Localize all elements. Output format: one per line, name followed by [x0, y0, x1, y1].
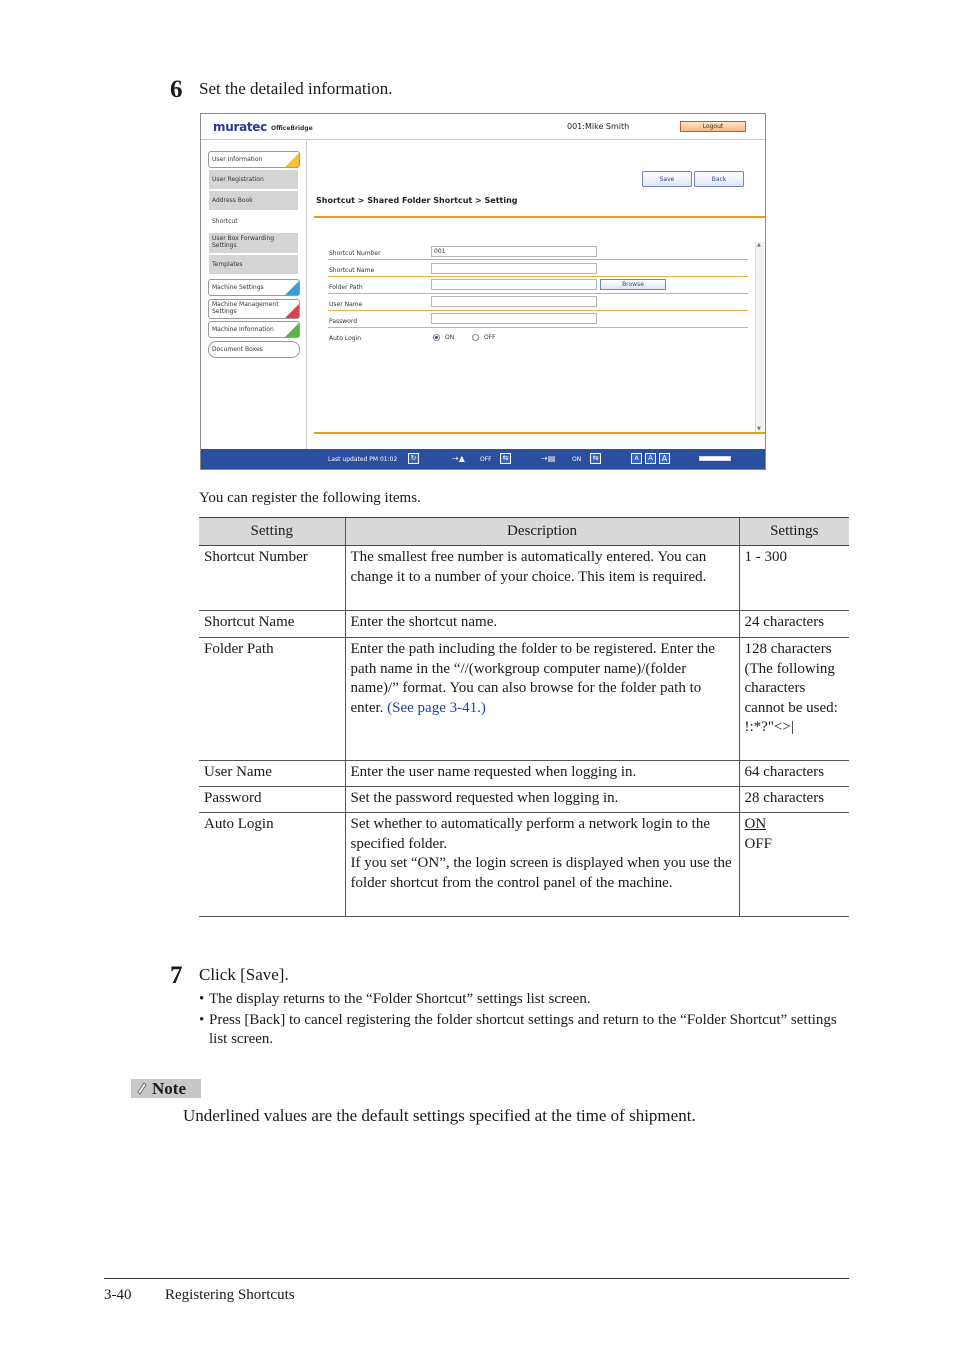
description-line: If you set “ON”, the login screen is displayed when you use the folder shortcut from the control panel of the machine.: [350, 855, 732, 891]
settings-table: [199, 517, 849, 917]
sidebar-item-shortcut[interactable]: [209, 212, 301, 231]
bullet-icon: •: [199, 1011, 205, 1028]
corner-tab-icon: [285, 153, 299, 167]
folder-path-input[interactable]: [431, 279, 597, 290]
form-row-folder-path: [328, 278, 748, 294]
scroll-up-icon[interactable]: ▲: [757, 242, 761, 248]
sidebar-item-label: Address Book: [212, 197, 253, 204]
form-row-auto-login: [328, 329, 748, 345]
last-updated-text: Last updated PM 01:02: [328, 456, 398, 463]
status-off-text: OFF: [480, 456, 492, 463]
list-item: [199, 1011, 839, 1050]
send-status-icon: ⇢▲: [452, 454, 465, 463]
sidebar: [201, 141, 307, 451]
note-text: Underlined values are the default settings specified at the time of shipment.: [183, 1106, 696, 1125]
table-row: [199, 813, 849, 917]
header-divider: [314, 216, 766, 218]
step-instruction: Set the detailed information.: [199, 79, 393, 98]
form-row-user-name: [328, 295, 748, 311]
sidebar-item-label: Machine Management Settings: [212, 301, 279, 315]
bullet-list: [199, 990, 839, 1050]
refresh-icon[interactable]: ↻: [408, 453, 419, 464]
brand-sublogo: OfficeBridge: [271, 125, 313, 132]
setting-cell: User Name: [199, 761, 345, 787]
column-header: Settings: [739, 518, 849, 546]
ui-header: [201, 114, 765, 140]
progress-bar: [699, 456, 731, 461]
settings-cell: 128 characters (The following characters cannot be used: !:*?"<>|: [739, 638, 849, 761]
step-number: 7: [170, 962, 183, 989]
see-page-link[interactable]: (See page 3-41.): [387, 699, 486, 716]
status-bar: [201, 449, 765, 469]
breadcrumb: Shortcut > Shared Folder Shortcut > Setting: [316, 196, 518, 205]
scroll-down-icon[interactable]: ▼: [757, 426, 761, 432]
user-name-input[interactable]: [431, 296, 597, 307]
description-cell: Enter the user name requested when logging in.: [345, 761, 739, 787]
table-row: [199, 611, 849, 638]
field-label: Shortcut Number: [329, 250, 381, 257]
radio-label: ON: [445, 334, 455, 341]
font-size-medium-icon[interactable]: A: [645, 453, 656, 464]
setting-cell: Shortcut Name: [199, 611, 345, 638]
page-number: 3-40: [104, 1287, 132, 1303]
description-line: Set whether to automatically perform a network login to the specified folder.: [350, 816, 710, 852]
list-item: [199, 990, 839, 1010]
field-label: Password: [329, 318, 358, 325]
sidebar-item-label: Document Boxes: [212, 346, 263, 353]
sidebar-item-machine-settings[interactable]: [208, 279, 300, 296]
bullet-text: The display returns to the “Folder Shortcut” settings list screen.: [209, 991, 591, 1007]
user-id-label: 001:Mike Smith: [567, 122, 630, 131]
footer-rule: [104, 1278, 849, 1279]
note-label: Note: [152, 1079, 186, 1098]
toggle-icon[interactable]: ⇆: [500, 453, 511, 464]
column-header: Setting: [199, 518, 345, 546]
table-header-row: [199, 518, 849, 546]
field-label: Shortcut Name: [329, 267, 375, 274]
sidebar-item-templates[interactable]: [209, 255, 298, 274]
sidebar-item-user-information[interactable]: [208, 151, 300, 168]
sidebar-item-label: Machine Settings: [212, 284, 264, 291]
setting-cell: Shortcut Number: [199, 546, 345, 611]
shortcut-name-input[interactable]: [431, 263, 597, 274]
field-label: Folder Path: [329, 284, 363, 291]
description-text: Enter the path including the folder to be registered. Enter the path name in the “//(workgroup computer name)/(folder name)/” format. You can also browse for the folder path to enter.: [350, 641, 715, 716]
option: OFF: [744, 835, 773, 852]
table-row: [199, 787, 849, 813]
description-cell: Enter the shortcut name.: [345, 611, 739, 638]
logout-button[interactable]: Logout: [680, 121, 746, 132]
form-bottom-divider: [314, 432, 766, 434]
sidebar-item-user-registration[interactable]: [209, 170, 298, 189]
default-option: ON: [744, 816, 767, 832]
setting-cell: Auto Login: [199, 813, 345, 917]
description-cell: [345, 638, 739, 761]
corner-tab-icon: [285, 304, 299, 318]
status-on-text: ON: [572, 456, 582, 463]
table-row: [199, 546, 849, 611]
auto-login-on-radio[interactable]: [433, 334, 440, 341]
note-heading: [131, 1079, 201, 1098]
sidebar-item-document-boxes[interactable]: [208, 341, 300, 358]
settings-cell: 1 - 300: [739, 546, 849, 611]
sidebar-item-address-book[interactable]: [209, 191, 298, 210]
form-row-password: [328, 312, 748, 328]
table-row: [199, 761, 849, 787]
radio-label: OFF: [484, 334, 496, 341]
back-button[interactable]: Back: [694, 171, 744, 187]
corner-tab-icon: [285, 281, 299, 295]
sidebar-item-label: Shortcut: [212, 218, 238, 225]
sidebar-item-label: User Information: [212, 156, 263, 163]
description-cell: [345, 813, 739, 917]
settings-cell: 64 characters: [739, 761, 849, 787]
step-number: 6: [170, 76, 183, 103]
corner-tab-icon: [285, 323, 299, 337]
intro-text: You can register the following items.: [199, 490, 421, 506]
sidebar-item-label: User Box Forwarding Settings: [212, 235, 275, 249]
description-cell: The smallest free number is automatically entered. You can change it to a number of your choice. This item is required.: [345, 546, 739, 611]
field-label: Auto Login: [329, 335, 362, 342]
shortcut-number-input[interactable]: 001: [431, 246, 597, 257]
save-button[interactable]: Save: [642, 171, 692, 187]
sidebar-item-label: Machine Information: [212, 326, 274, 333]
table-row: [199, 638, 849, 761]
settings-cell: 24 characters: [739, 611, 849, 638]
setting-cell: Folder Path: [199, 638, 345, 761]
scrollbar[interactable]: [755, 242, 764, 432]
sidebar-item-machine-information[interactable]: [208, 321, 300, 338]
description-cell: Set the password requested when logging in.: [345, 787, 739, 813]
print-status-icon: ⇢▤: [541, 454, 556, 463]
font-size-large-icon[interactable]: A: [659, 453, 670, 464]
form-row-shortcut-number: [328, 244, 748, 260]
font-size-small-icon[interactable]: A: [631, 453, 642, 464]
sidebar-item-label: Templates: [212, 261, 243, 268]
bullet-text: Press [Back] to cancel registering the folder shortcut settings and return to the “Folder Shortcut” settings list screen.: [209, 1011, 837, 1047]
form-row-shortcut-name: [328, 261, 748, 277]
toggle-icon[interactable]: ⇆: [590, 453, 601, 464]
sidebar-item-label: User Registration: [212, 176, 264, 183]
step-instruction: Click [Save].: [199, 965, 289, 984]
pencil-icon: [137, 1082, 147, 1095]
brand-logo: muratec: [213, 120, 267, 134]
sidebar-item-user-box-forwarding[interactable]: [209, 233, 298, 253]
section-title: Registering Shortcuts: [165, 1287, 295, 1303]
ui-screenshot: [200, 113, 766, 470]
column-header: Description: [345, 518, 739, 546]
sidebar-item-machine-management[interactable]: [208, 299, 300, 319]
setting-cell: Password: [199, 787, 345, 813]
bullet-icon: •: [199, 991, 205, 1007]
password-input[interactable]: [431, 313, 597, 324]
browse-button[interactable]: Browse: [600, 279, 666, 290]
settings-cell: [739, 813, 849, 917]
auto-login-off-radio[interactable]: [472, 334, 479, 341]
settings-cell: 28 characters: [739, 787, 849, 813]
field-label: User Name: [329, 301, 363, 308]
